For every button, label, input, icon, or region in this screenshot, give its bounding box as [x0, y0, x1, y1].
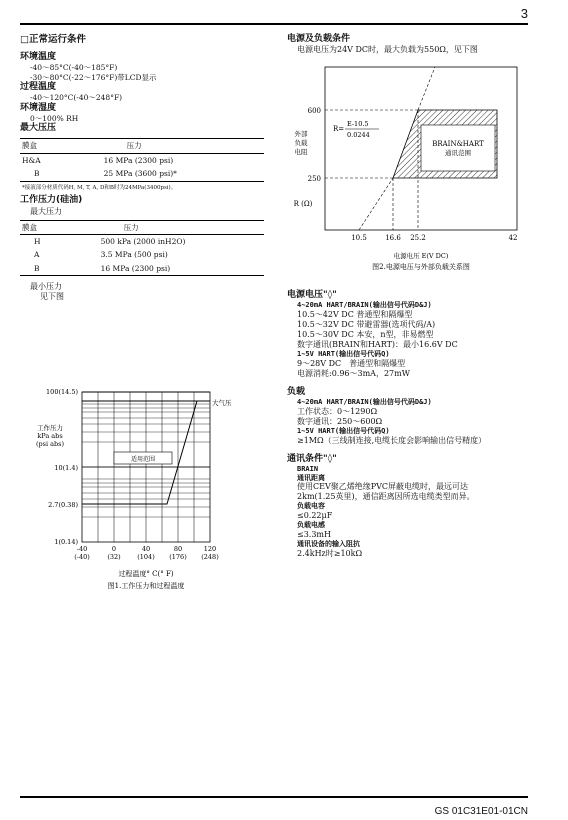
- table-cell: H&A: [22, 155, 41, 165]
- table-cell: 3.5 MPa (500 psi): [100, 250, 168, 260]
- y-axis-name: R (Ω): [293, 200, 313, 208]
- supply-line: 10.5～32V DC 带避雷器(选项代码/A): [297, 320, 436, 329]
- table1-note: *接液部分材质代码H, M, T, A, D和B时为24MPa(3400psi)。: [22, 184, 177, 191]
- atm-label: 大气压: [212, 399, 232, 407]
- supply-line: 电源消耗:0.96～3mA，27mW: [297, 368, 410, 378]
- figure-1-pressure-temperature: [20, 382, 264, 610]
- min-pressure-subtitle: 最小压力: [30, 282, 62, 292]
- inductance-value: ≤3.3mH: [297, 529, 331, 539]
- comm-mono: BRAIN: [297, 464, 319, 473]
- x-tick: 80: [173, 545, 183, 553]
- table-cell: B: [20, 262, 56, 276]
- table1-header-pressure: 压力: [59, 139, 264, 153]
- impedance-value: 2.4kHz时≥10kΩ: [297, 548, 363, 558]
- ambient-title: 环境温度: [20, 51, 57, 62]
- region-label-line: 通讯范围: [445, 149, 471, 157]
- x-tick: 40: [141, 545, 151, 553]
- section-title: □正常运行条件: [20, 34, 86, 45]
- comm-title: 通讯条件"◊": [287, 453, 337, 464]
- supply-mono-1: 4~20mA HART/BRAIN(输出信号代码D&J): [297, 301, 432, 310]
- load-title: 负载: [287, 386, 306, 397]
- x-tick: 25.2: [410, 234, 426, 242]
- table1-header-capsule: 膜盒: [20, 139, 59, 153]
- x-tick: 16.6: [385, 234, 401, 242]
- inductance-title: 负载电感: [297, 521, 325, 529]
- right-column-specs: [287, 290, 537, 559]
- formula-numerator: E-10.5: [347, 120, 369, 128]
- humidity-line: 0～100% RH: [30, 113, 79, 123]
- figure-2-caption: 图2.电源电压与外部负载关系图: [372, 263, 470, 271]
- x-tick: (248): [201, 553, 219, 561]
- page-number: 3: [520, 6, 528, 21]
- x-tick: (-40): [74, 553, 90, 561]
- table-row: [20, 153, 264, 167]
- table-cell: 16 MPa (2300 psi): [103, 155, 174, 165]
- y-label-line: 电阻: [294, 148, 308, 156]
- formula-r: R=: [333, 125, 345, 133]
- figure-2-voltage-load: [287, 62, 532, 284]
- table-cell: 500 kPa (2000 inH2O): [100, 237, 186, 246]
- right-column: [287, 34, 532, 55]
- table-cell: 25 MPa (3600 psi)*: [59, 167, 264, 181]
- supply-line: 9～28V DC 普通型和隔爆型: [297, 358, 406, 368]
- supply-voltage-title: 电源电压"◊": [287, 290, 337, 300]
- comm-distance-line: 2km(1.25英里)，通信距离因所选电缆类型而异。: [297, 492, 475, 502]
- table-cell: 16 MPa (2300 psi): [56, 262, 264, 276]
- y-label-line: 外部: [294, 130, 308, 138]
- table-row: [20, 248, 264, 261]
- x-tick: 10.5: [351, 234, 367, 242]
- table-row: [20, 235, 264, 249]
- load-line: ≥1MΩ（三线制连接,电缆长度会影响输出信号精度）: [297, 435, 487, 445]
- load-mono-2: 1~5V HART(输出信号代码Q): [297, 426, 390, 435]
- y-tick: 100(14.5): [46, 388, 78, 396]
- x-axis-label: 过程温度° C(° F): [118, 570, 174, 578]
- load-mono-1: 4~20mA HART/BRAIN(输出信号代码D&J): [297, 398, 432, 406]
- x-axis-label: 电源电压 E(V DC): [393, 252, 449, 260]
- supply-line: 数字通讯(BRAIN和HART)：最小16.6V DC: [297, 340, 458, 349]
- top-rule: [20, 23, 528, 25]
- supply-line: 10.5～42V DC 普通型和隔爆型: [297, 310, 413, 319]
- y-label-line: 负载: [294, 139, 308, 147]
- y-tick: 250: [307, 175, 321, 183]
- max-pressure-table: [20, 138, 264, 181]
- y-tick: 1(0.14): [54, 538, 78, 546]
- y-label-line: 工作压力: [37, 424, 63, 432]
- bottom-rule: [20, 796, 528, 798]
- formula-denominator: 0.0244: [347, 131, 370, 139]
- y-label-line: (psi abs): [35, 440, 65, 448]
- table2-header-pressure: 压力: [56, 220, 264, 234]
- ambient-line-1: -40～85°C(-40～185°F): [30, 63, 118, 73]
- power-title: 电源及负载条件: [287, 34, 351, 44]
- table-cell: A: [34, 250, 40, 260]
- y-tick: 10(1.4): [54, 464, 78, 472]
- load-line: 工作状态：0～1290Ω: [297, 406, 378, 416]
- y-tick: 2.7(0.38): [48, 501, 78, 509]
- x-tick: 120: [203, 545, 217, 553]
- supply-line: 10.5～30V DC 本安，n型，非易燃型: [297, 330, 434, 339]
- see-below-text: 见下图: [40, 292, 64, 302]
- comm-distance-line: 使用CEV聚乙烯绝缘PVC屏蔽电缆时，最远可达: [297, 482, 469, 492]
- table-cell: H: [34, 237, 41, 246]
- region-label: 适用范围: [130, 456, 156, 463]
- y-tick: 600: [307, 107, 321, 115]
- max-pressure-title: 最大压压: [20, 123, 57, 134]
- max-pressure-subtitle: 最大压力: [30, 206, 62, 216]
- region-label-line: BRAIN&HART: [432, 140, 484, 148]
- comm-distance-title: 通讯距离: [297, 473, 325, 482]
- x-tick: 42: [508, 234, 518, 242]
- x-tick: (32): [107, 553, 121, 561]
- power-description: 电源电压为24V DC时，最大负载为550Ω，见下图: [297, 45, 478, 55]
- y-label-line: kPa abs: [37, 432, 63, 440]
- table-cell: B: [20, 167, 59, 181]
- table-row: [20, 167, 264, 181]
- left-column: [20, 34, 264, 302]
- ambient-line-2: -30～80°C(-22～176°F)带LCD显示: [30, 72, 157, 82]
- figure-1-caption: 图1.工作压力和过程温度: [107, 582, 185, 590]
- capacitance-title: 负载电容: [297, 502, 325, 511]
- x-tick: -40: [76, 545, 88, 553]
- x-tick: 0: [111, 545, 117, 553]
- process-temp-line: -40～120°C(-40～248°F): [30, 93, 123, 103]
- table2-header-capsule: 膜盒: [20, 220, 56, 234]
- impedance-title: 通讯设备的输入阻抗: [297, 539, 360, 548]
- table-row: [20, 262, 264, 276]
- working-pressure-title: 工作压力(硅油): [20, 195, 83, 206]
- working-pressure-table: [20, 220, 264, 277]
- footer-code: GS 01C31E01-01CN: [434, 806, 528, 817]
- process-temp-title: 过程温度: [20, 81, 57, 92]
- supply-mono-2: 1~5V HART(输出信号代码Q): [297, 350, 390, 358]
- x-tick: (176): [169, 553, 187, 561]
- humidity-title: 环境湿度: [20, 102, 57, 113]
- load-line: 数字通讯：250～600Ω: [297, 416, 383, 426]
- capacitance-value: ≤0.22μF: [297, 511, 333, 520]
- x-tick: (104): [137, 553, 155, 561]
